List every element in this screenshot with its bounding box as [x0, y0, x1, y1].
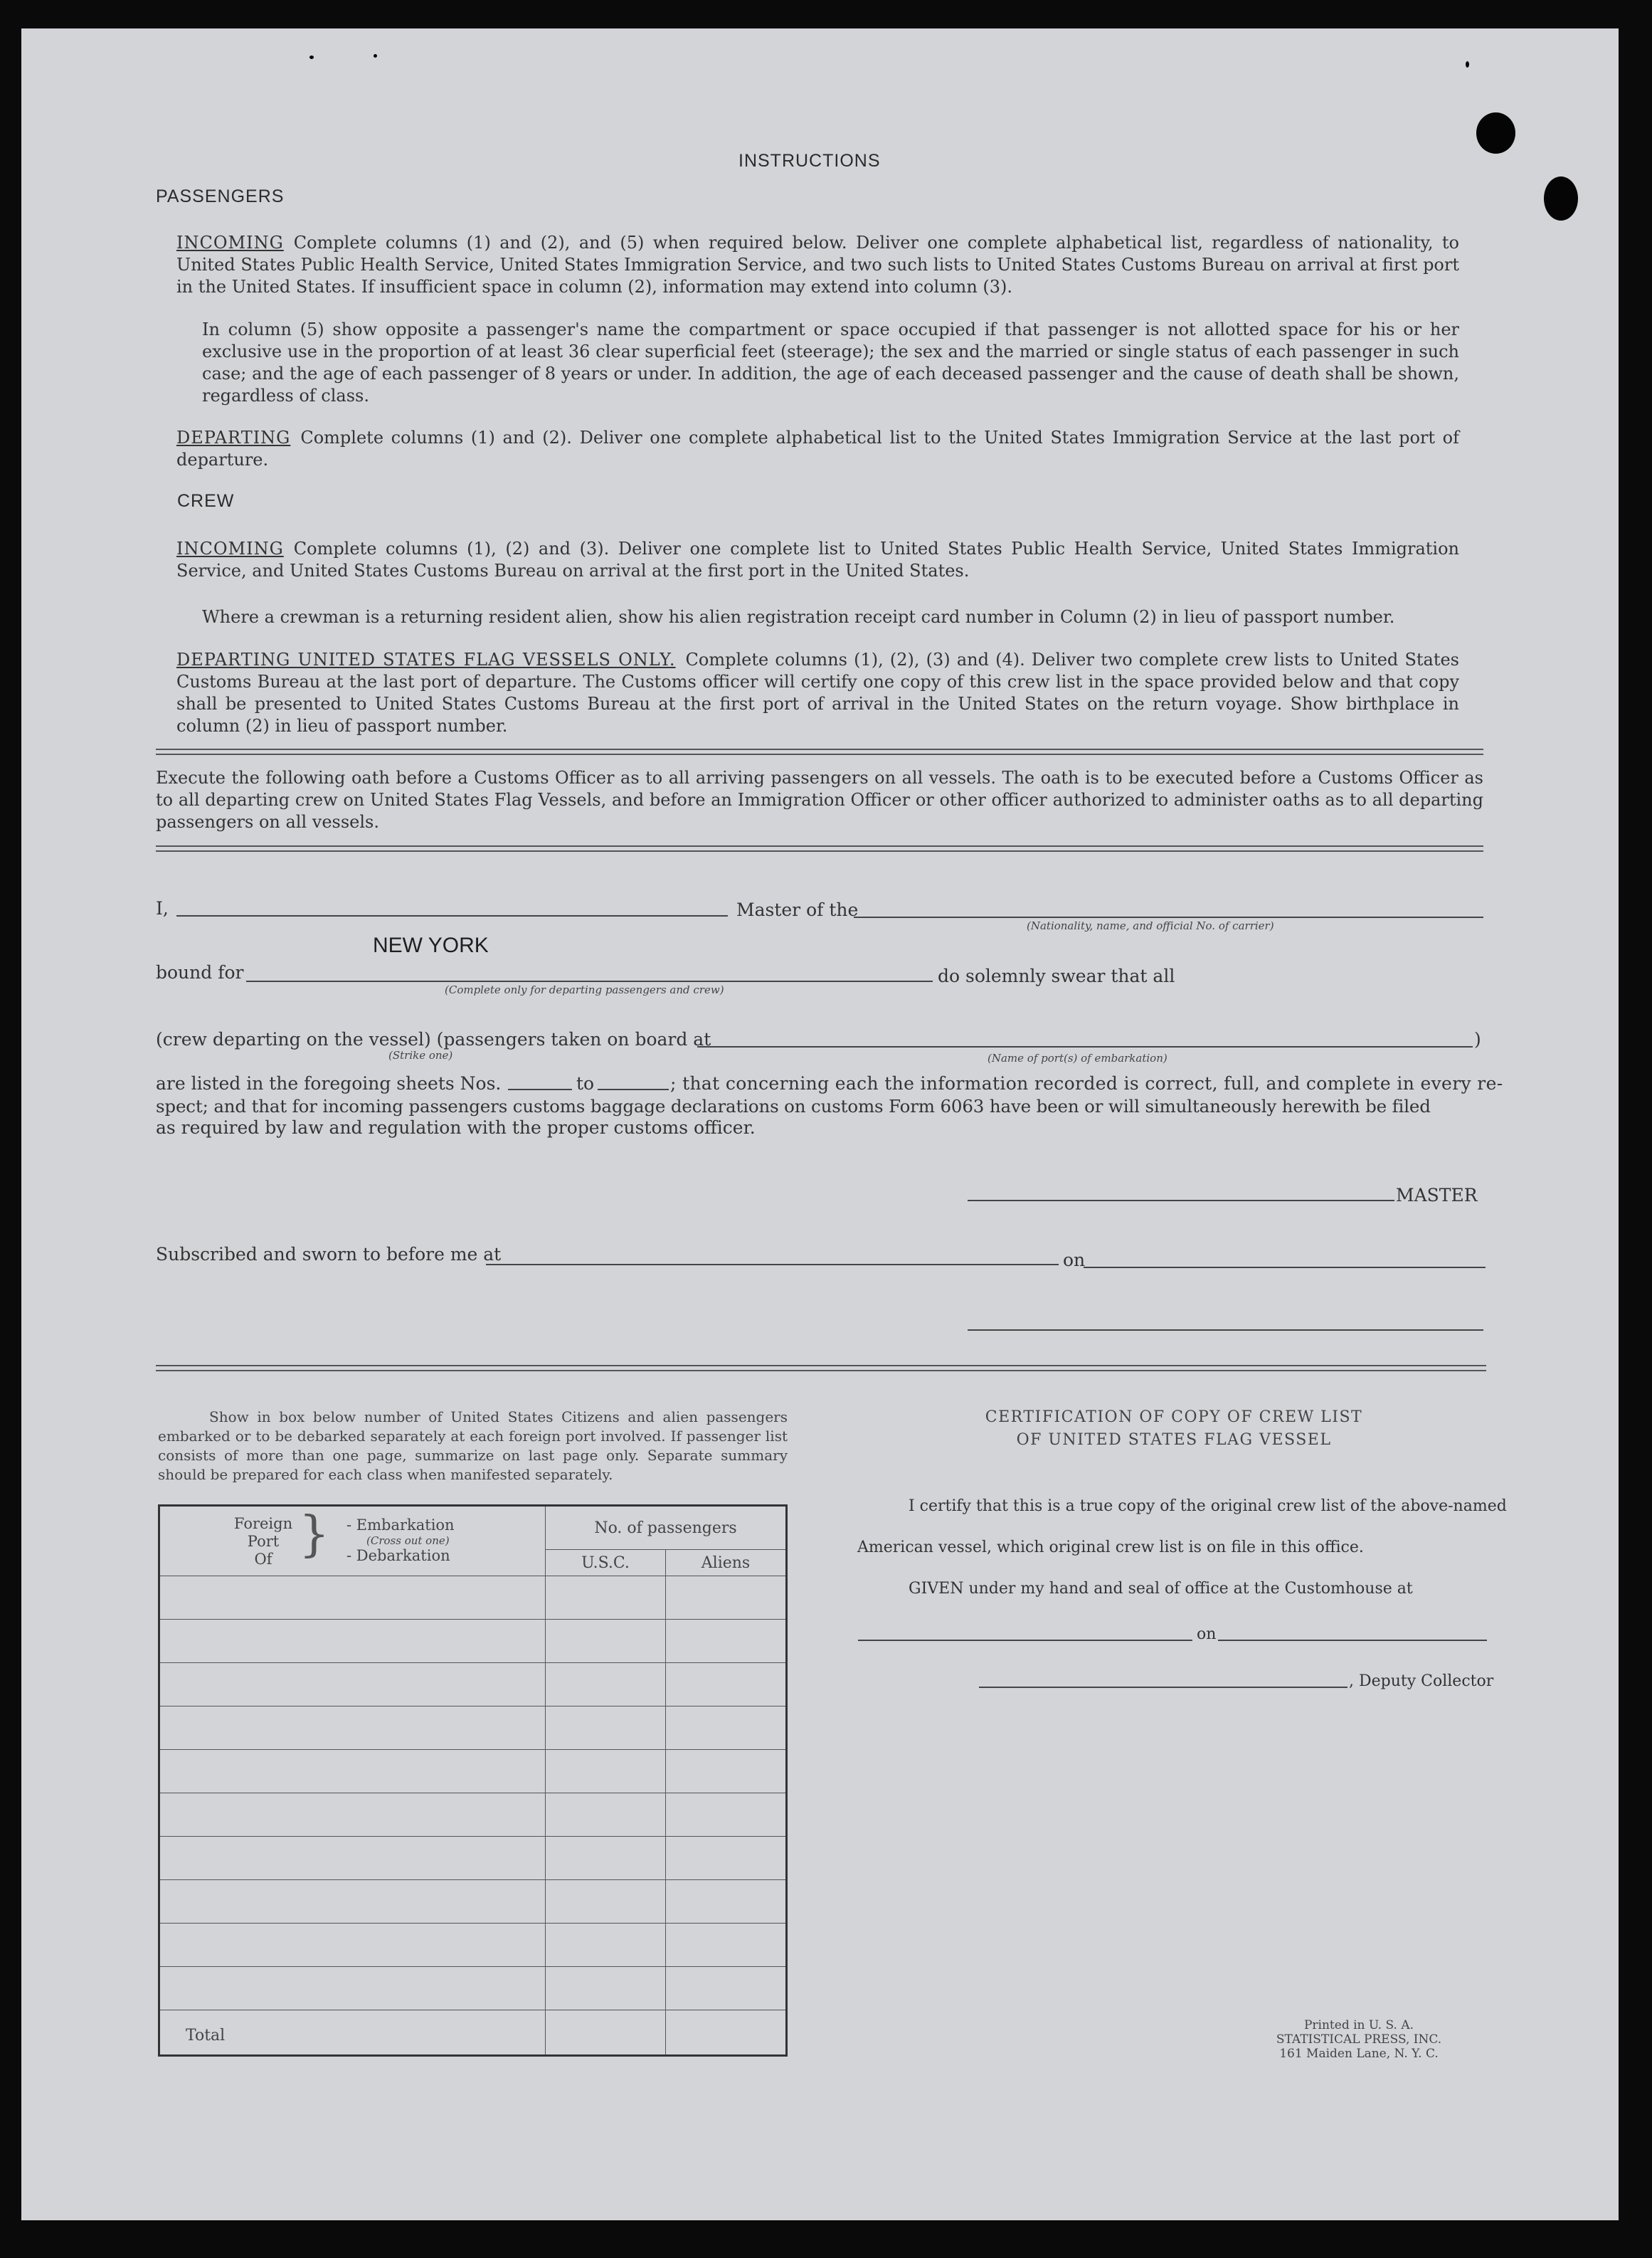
- column5-block: [202, 319, 1459, 407]
- total-row: [159, 2010, 787, 2055]
- aliens-header: Aliens: [666, 1550, 787, 1576]
- sheet-from-field[interactable]: [508, 1089, 572, 1090]
- port-caption: (Name of port(s) of embarkation): [988, 1052, 1167, 1065]
- sheet-to-field[interactable]: [598, 1089, 669, 1090]
- incoming-text: Complete columns (1) and (2), and (5) when required below. Deliver one complete alphabetical list, regardless of nationality, to United States Public Health Service, United States Immigration Service, and two such lists to United States Customs Bureau on arrival at first port in the United States. If insufficient space in column (2), information may extend into column (3).: [176, 233, 1459, 297]
- handwritten-port: NEW YORK: [373, 934, 489, 957]
- table-row: [159, 1837, 787, 1880]
- no-passengers-header: No. of passengers: [546, 1506, 787, 1550]
- departing-text: Complete columns (1) and (2). Deliver one complete alphabetical list to the United States Immigration Service at the last port of departure.: [176, 428, 1459, 470]
- strike-one-caption: (Strike one): [388, 1049, 453, 1062]
- embarkation-port-field[interactable]: [697, 1046, 1473, 1048]
- crew-heading: CREW: [177, 491, 235, 511]
- crew-incoming-text: Complete columns (1), (2) and (3). Deliver one complete list to United States Public Health Service, United States Immigration Service, and United States Customs Bureau on arrival at the first port in the United States.: [176, 539, 1459, 581]
- bound-for-caption: (Complete only for departing passengers and crew): [445, 983, 724, 996]
- subscribed-label: Subscribed and sworn to before me at: [156, 1244, 502, 1265]
- crew-departing-strike: (crew departing on the vessel) (passengers taken on board at: [156, 1029, 711, 1050]
- of-label: Of: [254, 1551, 272, 1568]
- table-row: [159, 1576, 787, 1620]
- bound-for-field[interactable]: [246, 981, 933, 982]
- speck: [1466, 61, 1469, 68]
- sheets-line-1: are listed in the foregoing sheets Nos.: [156, 1073, 502, 1094]
- debarkation-option[interactable]: - Debarkation: [346, 1547, 450, 1564]
- cross-out-caption: (Cross out one): [366, 1534, 450, 1547]
- certify-line-1: I certify that this is a true copy of the original crew list of the above-named: [909, 1497, 1507, 1515]
- bound-for-label: bound for: [156, 962, 244, 983]
- certify-line-2: American vessel, which original crew list is on file in this office.: [857, 1539, 1364, 1556]
- officer-signature-field[interactable]: [968, 1329, 1483, 1331]
- brace-icon: }: [299, 1507, 330, 1563]
- printer-imprint: [1252, 2018, 1466, 2061]
- printer-line-2: STATISTICAL PRESS, INC.: [1276, 2032, 1442, 2047]
- crew-departing-block: [176, 649, 1459, 737]
- ink-blot: [1476, 112, 1515, 154]
- table-row: [159, 1879, 787, 1923]
- table-row: [159, 1923, 787, 1966]
- divider: [156, 749, 1483, 755]
- divider: [156, 845, 1483, 852]
- close-paren: ): [1474, 1029, 1481, 1050]
- instructions-title: INSTRUCTIONS: [738, 151, 881, 171]
- certification-title-line-1: CERTIFICATION OF COPY OF CREW LIST: [985, 1408, 1363, 1426]
- total-label: Total: [159, 2010, 546, 2055]
- master-name-field[interactable]: [176, 915, 728, 917]
- customhouse-field[interactable]: [858, 1640, 1192, 1641]
- solemnly-swear-label: do solemnly swear that all: [938, 966, 1175, 986]
- crew-incoming-block: [176, 538, 1459, 582]
- box-note: Show in box below number of United States Citizens and alien passengers embarked or to be debarked separately at each foreign port involved. If passenger list consists of more than one page, summarize on last page only. Separate summary should be prepared for each class when manifested separately.: [158, 1408, 788, 1483]
- carrier-field[interactable]: [854, 917, 1483, 918]
- sworn-on-label: on: [1063, 1250, 1086, 1270]
- passenger-summary-table: [158, 1504, 788, 2057]
- oath-intro: Execute the following oath before a Customs Officer as to all arriving passengers on all vessels. The oath is to be executed before a Customs Officer as to all departing crew on United States Flag Vessels, and before an Immigration Officer or other officer authorized to administer oaths as to all departing passengers on all vessels.: [156, 768, 1483, 832]
- table-row: [159, 1620, 787, 1663]
- sworn-date-field[interactable]: [1084, 1267, 1486, 1268]
- deputy-collector-label: , Deputy Collector: [1349, 1672, 1494, 1690]
- deputy-signature-field[interactable]: [979, 1687, 1347, 1688]
- sheets-line-2: spect; and that for incoming passengers customs baggage declarations on customs Form 6063 have been or will simultaneously herewith be filed: [156, 1096, 1431, 1117]
- passengers-departing-block: [176, 427, 1459, 471]
- crewman-text: Where a crewman is a returning resident alien, show his alien registration receipt card number in Column (2) in lieu of passport number.: [202, 607, 1395, 627]
- passengers-incoming-block: [176, 232, 1459, 298]
- foreign-label: Foreign: [233, 1515, 293, 1532]
- usc-header: U.S.C.: [546, 1550, 666, 1576]
- certification-date-field[interactable]: [1218, 1640, 1487, 1641]
- crewman-block: [202, 606, 1459, 628]
- table-row: [159, 1663, 787, 1706]
- port-label: Port: [247, 1533, 280, 1550]
- master-of-the-label: Master of the: [736, 899, 859, 920]
- embarkation-option[interactable]: - Embarkation: [346, 1516, 455, 1534]
- certification-title-line-2: OF UNITED STATES FLAG VESSEL: [1016, 1431, 1332, 1449]
- crew-departing-text: Complete columns (1), (2), (3) and (4). Deliver two complete crew lists to United States Customs Bureau at the last port of departure. The Customs officer will certify one copy of this crew list in the space provided below and that copy shall be presented to United States Customs Bureau at the first port of arrival in the United States on the return voyage. Show birthplace in column (2) in lieu of passport number.: [176, 650, 1460, 736]
- column5-text: In column (5) show opposite a passenger's name the compartment or space occupied if that passenger is not allotted space for his or her exclusive use in the proportion of at least 36 clear superficial feet (steerage); the sex and the married or single status of each passenger in such case; and the age of each passenger of 8 years or under. In addition, the age of each deceased passenger and the cause of death shall be shown, regardless of class.: [202, 320, 1459, 406]
- departing-label: DEPARTING: [176, 428, 291, 448]
- certification-title: [896, 1406, 1451, 1452]
- sheets-line-1b: ; that concerning each the information recorded is correct, full, and complete in every re-: [670, 1073, 1503, 1094]
- master-signature-field[interactable]: [968, 1200, 1394, 1201]
- sworn-place-field[interactable]: [486, 1264, 1059, 1265]
- given-line: GIVEN under my hand and seal of office at the Customhouse at: [909, 1580, 1413, 1598]
- certification-on-label: on: [1197, 1625, 1217, 1643]
- speck: [374, 54, 377, 58]
- foreign-port-header: [159, 1506, 546, 1576]
- table-row: [159, 1793, 787, 1837]
- table-row: [159, 1966, 787, 2010]
- speck: [309, 56, 314, 59]
- printer-line-1: Printed in U. S. A.: [1303, 2018, 1414, 2032]
- crew-incoming-label: INCOMING: [176, 539, 284, 559]
- divider: [156, 1365, 1486, 1371]
- crew-departing-label: DEPARTING UNITED STATES FLAG VESSELS ONLY.: [176, 650, 676, 670]
- incoming-label: INCOMING: [176, 233, 284, 253]
- sheets-to-label: to: [576, 1073, 595, 1094]
- master-label: MASTER: [1396, 1185, 1478, 1206]
- carrier-caption: (Nationality, name, and official No. of carrier): [1027, 919, 1274, 932]
- oath-i-label: I,: [156, 898, 169, 919]
- ink-blot: [1544, 176, 1578, 221]
- table-row: [159, 1706, 787, 1750]
- table-row: [159, 1750, 787, 1793]
- passengers-heading: PASSENGERS: [156, 186, 285, 206]
- sheets-line-3: as required by law and regulation with the proper customs officer.: [156, 1117, 756, 1138]
- printer-line-3: 161 Maiden Lane, N. Y. C.: [1279, 2047, 1439, 2061]
